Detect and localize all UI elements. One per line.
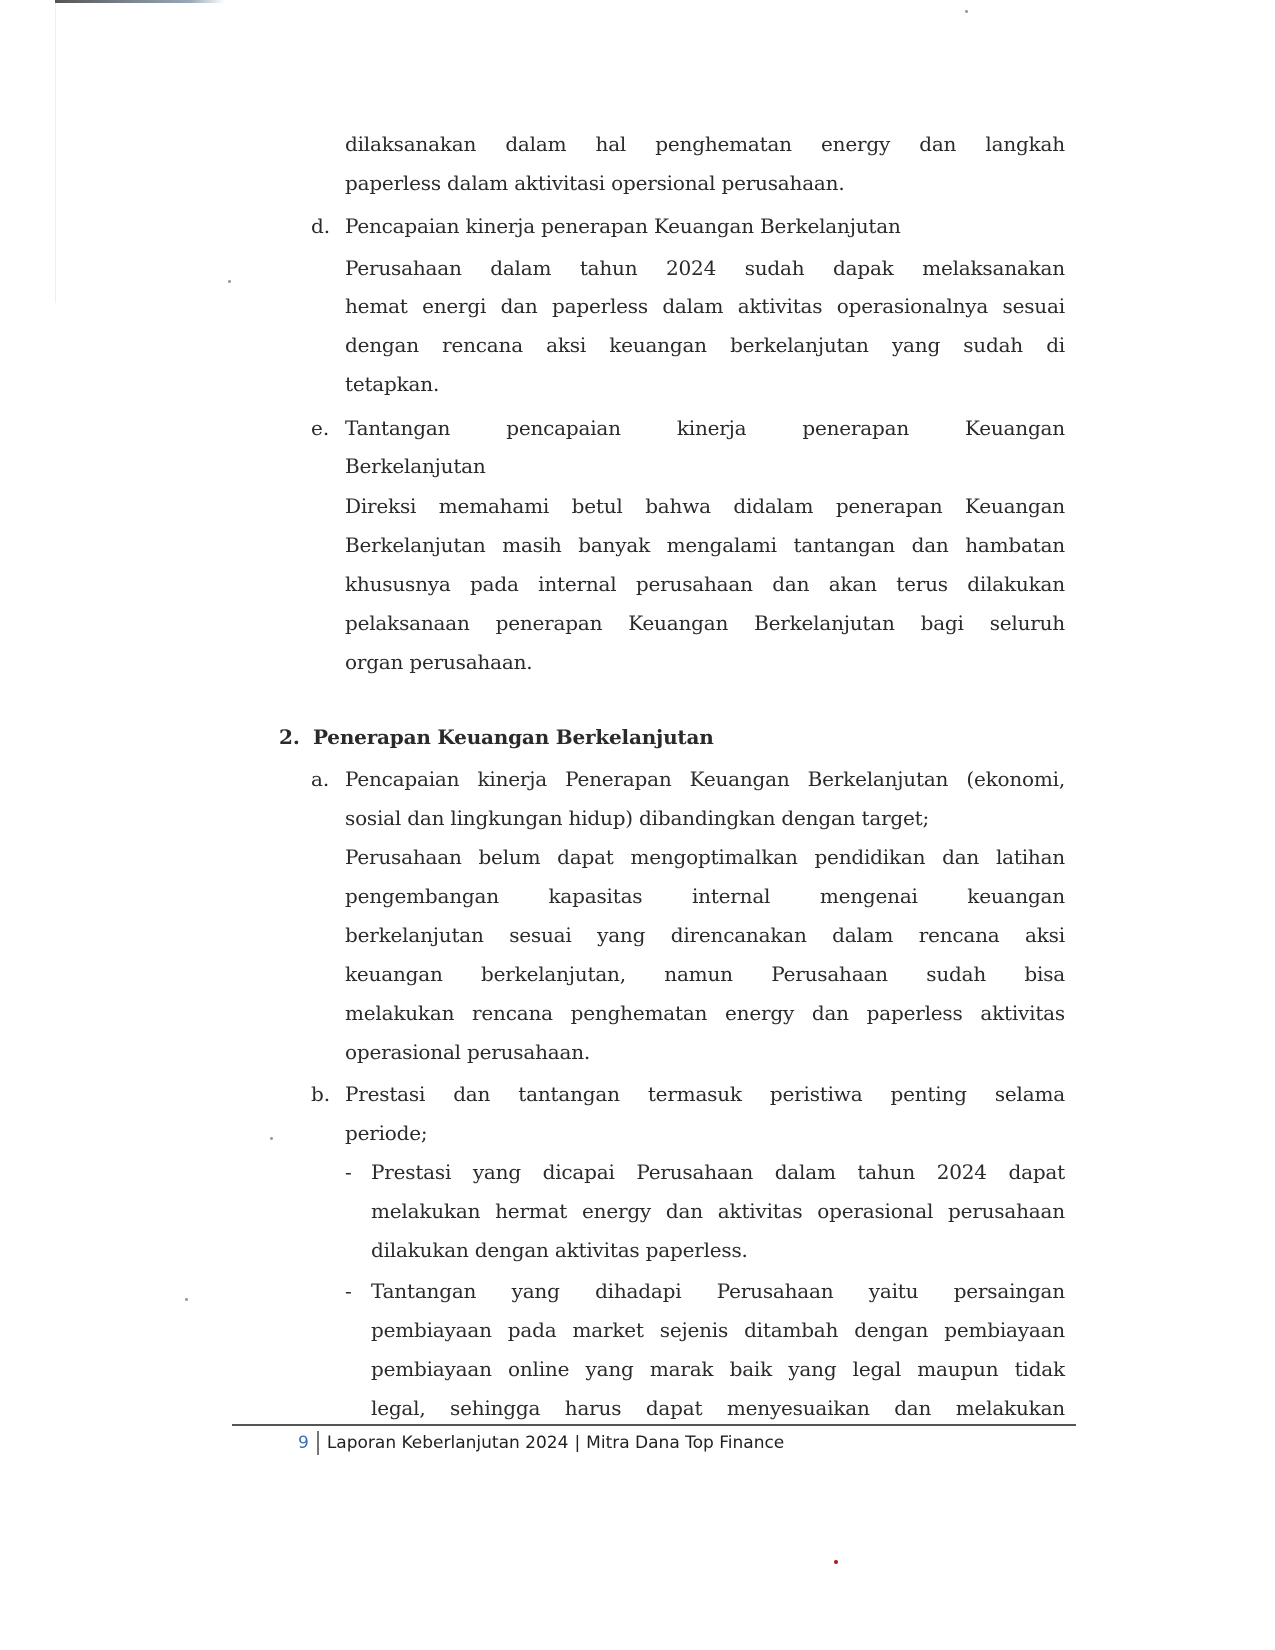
text-line: operasional perusahaan. <box>345 1040 591 1064</box>
list-marker: - <box>345 1160 352 1184</box>
text-line: Prestasi yang dicapai Perusahaan dalam tahun 2024 dapat <box>371 1160 1065 1184</box>
text-line: pengembangan kapasitas internal mengenai keuangan <box>345 884 1065 908</box>
text-line: legal, sehingga harus dapat menyesuaikan dan melakukan <box>371 1396 1065 1420</box>
footer-bar <box>317 1431 319 1455</box>
text-line: keuangan berkelanjutan, namun Perusahaan sudah bisa <box>345 962 1065 986</box>
text-line: Prestasi dan tantangan termasuk peristiwa penting selama <box>345 1082 1065 1106</box>
text-line: dengan rencana aksi keuangan berkelanjutan yang sudah di <box>345 333 1065 357</box>
scan-artifact <box>55 0 225 3</box>
text-line: Pencapaian kinerja penerapan Keuangan Berkelanjutan <box>345 214 901 238</box>
report-title: Laporan Keberlanjutan 2024 <box>326 1433 569 1453</box>
text-line: organ perusahaan. <box>345 650 533 674</box>
footer-separator: | <box>574 1433 581 1453</box>
page-number: 9 <box>298 1433 309 1453</box>
text-line: tetapkan. <box>345 372 440 396</box>
text-line: dilaksanakan dalam hal penghematan energy dan langkah <box>345 132 1065 156</box>
list-marker: e. <box>311 416 330 440</box>
text-line: melakukan rencana penghematan energy dan paperless aktivitas <box>345 1001 1065 1025</box>
text-line: hemat energi dan paperless dalam aktivitas operasionalnya sesuai <box>345 294 1065 318</box>
list-marker: d. <box>311 214 331 238</box>
text-line: dilakukan dengan aktivitas paperless. <box>371 1238 748 1262</box>
list-marker: 2. <box>279 725 300 749</box>
text-line: paperless dalam aktivitasi opersional perusahaan. <box>345 171 845 195</box>
text-line: Berkelanjutan masih banyak mengalami tantangan dan hambatan <box>345 533 1065 557</box>
scan-artifact <box>55 3 56 303</box>
text-line: Pencapaian kinerja Penerapan Keuangan Berkelanjutan (ekonomi, <box>345 767 1065 791</box>
text-line: Penerapan Keuangan Berkelanjutan <box>313 725 714 749</box>
text-line: berkelanjutan sesuai yang direncanakan dalam rencana aksi <box>345 923 1065 947</box>
text-line: Tantangan pencapaian kinerja penerapan Keuangan <box>345 416 1065 440</box>
page-footer <box>298 1431 784 1455</box>
text-line: pelaksanaan penerapan Keuangan Berkelanjutan bagi seluruh <box>345 611 1065 635</box>
text-line: sosial dan lingkungan hidup) dibandingkan dengan target; <box>345 806 930 830</box>
text-line: Berkelanjutan <box>345 454 486 478</box>
text-line: pembiayaan pada market sejenis ditambah dengan pembiayaan <box>371 1318 1065 1342</box>
list-marker: - <box>345 1279 352 1303</box>
text-line: Perusahaan dalam tahun 2024 sudah dapak melaksanakan <box>345 256 1065 280</box>
text-line: periode; <box>345 1121 428 1145</box>
text-line: pembiayaan online yang marak baik yang legal maupun tidak <box>371 1357 1065 1381</box>
text-line: Direksi memahami betul bahwa didalam penerapan Keuangan <box>345 494 1065 518</box>
text-line: Tantangan yang dihadapi Perusahaan yaitu persaingan <box>371 1279 1065 1303</box>
text-line: khususnya pada internal perusahaan dan akan terus dilakukan <box>345 572 1065 596</box>
list-marker: a. <box>311 767 330 791</box>
company-name: Mitra Dana Top Finance <box>586 1433 785 1453</box>
list-marker: b. <box>311 1082 331 1106</box>
text-line: Perusahaan belum dapat mengoptimalkan pendidikan dan latihan <box>345 845 1065 869</box>
footer-divider <box>232 1424 1076 1426</box>
text-line: melakukan hermat energy dan aktivitas operasional perusahaan <box>371 1199 1065 1223</box>
